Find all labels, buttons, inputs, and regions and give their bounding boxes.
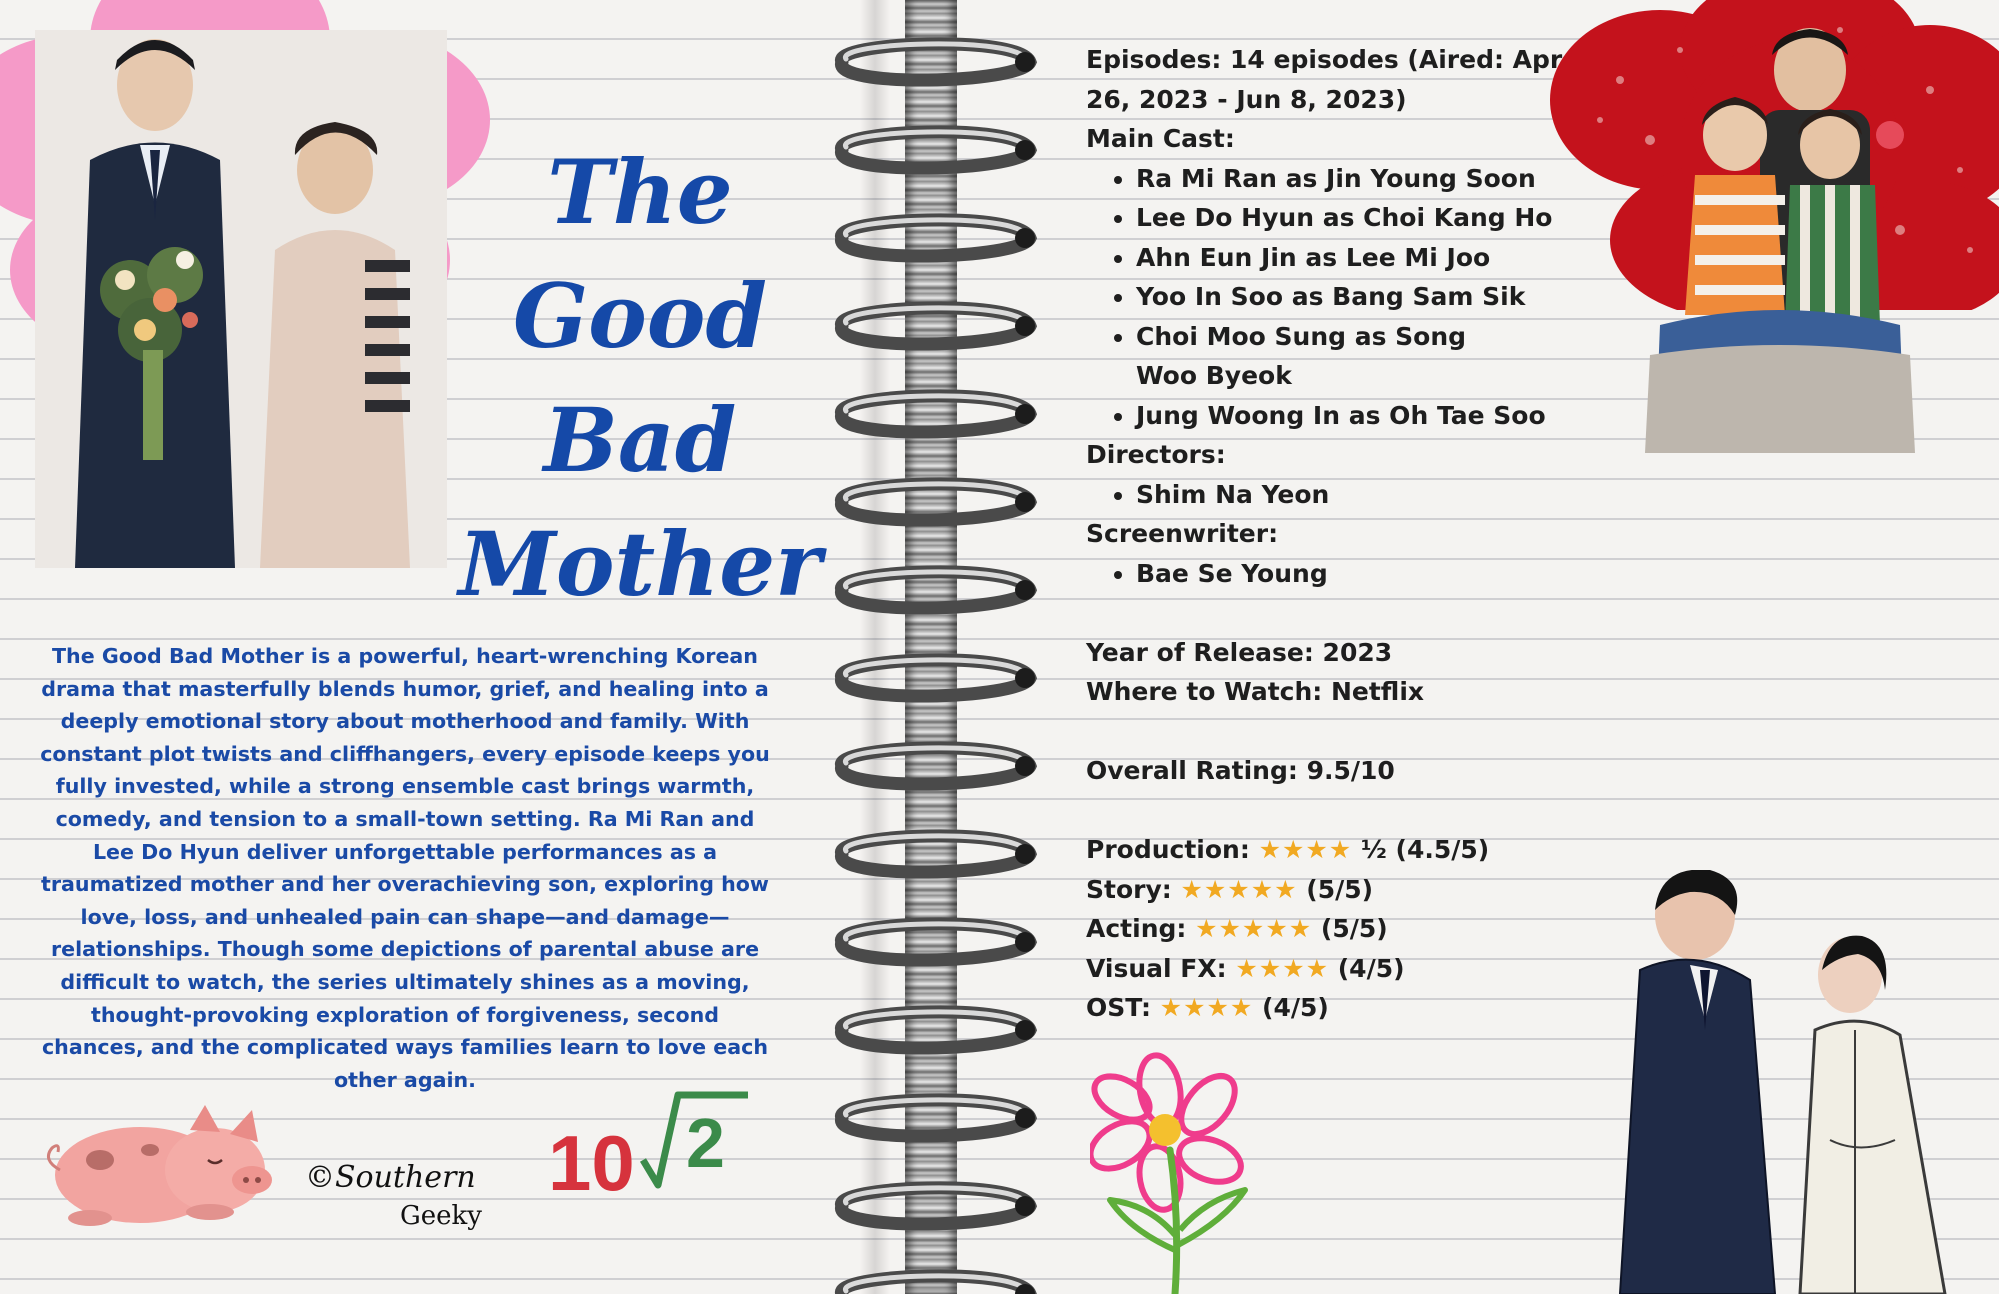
- signature-line-1: ©Southern: [305, 1160, 476, 1195]
- cast-item: • Jung Woong In as Oh Tae Soo: [1136, 396, 1566, 436]
- rating-label: Story:: [1086, 874, 1172, 904]
- rating-half: ½: [1352, 835, 1387, 864]
- cast-photo-mother-son: [35, 30, 447, 568]
- math-base: 10: [548, 1119, 635, 1205]
- directors-list: [1086, 475, 1566, 515]
- binding-hole: [1015, 316, 1035, 336]
- cast-item: • Ahn Eun Jin as Lee Mi Joo: [1136, 238, 1566, 278]
- binding-hole: [1015, 1196, 1035, 1216]
- episodes-line: Episodes: 14 episodes (Aired: Apr 26, 2023 - Jun 8, 2023): [1086, 45, 1563, 114]
- binding-hole: [1015, 1020, 1035, 1040]
- drama-info: [1086, 40, 1566, 1028]
- directors-label: Directors:: [1086, 440, 1226, 469]
- binding-hole: [1015, 1108, 1035, 1128]
- rating-row: [1086, 870, 1566, 910]
- rating-stars: ★★★★★: [1195, 914, 1313, 943]
- year-line: Year of Release: 2023: [1086, 637, 1393, 667]
- drama-title: [430, 130, 850, 626]
- rating-stars: ★★★★★: [1180, 874, 1298, 904]
- where-to-watch-line: Where to Watch: Netflix: [1086, 677, 1425, 706]
- cast-photo-children: [1640, 25, 1915, 453]
- rating-score: (5/5): [1306, 874, 1374, 904]
- screenwriter-item: • Bae Se Young: [1136, 554, 1566, 594]
- rating-score: (4/5): [1262, 993, 1329, 1022]
- title-line-2: Bad: [543, 388, 737, 492]
- cast-item: • Ra Mi Ran as Jin Young Soon: [1136, 159, 1566, 199]
- rating-label: Acting:: [1086, 914, 1187, 943]
- main-cast-label: Main Cast:: [1086, 124, 1235, 153]
- title-line-1: The Good: [512, 140, 768, 368]
- cast-item: • Lee Do Hyun as Choi Kang Ho: [1136, 198, 1566, 238]
- cast-item: • Choi Moo Sung as Song Woo Byeok: [1136, 317, 1516, 396]
- rating-row: [1086, 909, 1566, 949]
- director-item: • Shim Na Yeon: [1136, 475, 1566, 515]
- binding-hole: [1015, 756, 1035, 776]
- pig-illustration: [30, 1100, 290, 1230]
- rating-row: [1086, 949, 1566, 989]
- signature-line-2: Geeky: [400, 1201, 482, 1231]
- binding-hole: [1015, 404, 1035, 424]
- spiral-binding: [820, 0, 1050, 1294]
- rating-label: Production:: [1086, 835, 1250, 864]
- daisy-illustration: [1090, 1050, 1310, 1294]
- review-paragraph: The Good Bad Mother is a powerful, heart-wrenching Korean drama that masterfully blends humor, grief, and healing into a deeply emotional story about motherhood and family. With constant plot twists and cliffhangers, every episode keeps you fully invested, while a strong ensemble cast brings warmth, comedy, and tension to a small-town setting. Ra Mi Ran and Lee Do Hyun deliver unforgettable performances as a traumatized mother and her overachieving son, exploring how love, loss, and unhealed pain can shape—and damage—relationships. Though some depictions of parental abuse are difficult to watch, the series ultimately shines as a moving, thought-provoking exploration of forgiveness, second chances, and the complicated ways families learn to love each other again.: [40, 644, 770, 1092]
- cast-item: • Yoo In Soo as Bang Sam Sik: [1136, 277, 1566, 317]
- binding-hole: [1015, 492, 1035, 512]
- overall-rating-line: Overall Rating: 9.5/10: [1086, 756, 1395, 785]
- binding-hole: [1015, 844, 1035, 864]
- rating-score: (5/5): [1320, 914, 1388, 943]
- math-doodle: [548, 1085, 748, 1205]
- screenwriter-label: Screenwriter:: [1086, 519, 1279, 548]
- rating-score: (4/5): [1337, 953, 1405, 983]
- math-radicand: 2: [686, 1104, 725, 1182]
- binding-hole: [1015, 228, 1035, 248]
- rating-label: OST:: [1086, 993, 1151, 1022]
- ratings-list: [1086, 830, 1566, 1028]
- rating-stars: ★★★★: [1258, 835, 1353, 864]
- binding-hole: [1015, 52, 1035, 72]
- main-cast-list: [1086, 159, 1566, 436]
- screenwriter-list: [1086, 554, 1566, 594]
- couple-illustration: [1600, 870, 1980, 1294]
- binding-hole: [1015, 140, 1035, 160]
- rating-score: (4.5/5): [1395, 835, 1490, 864]
- binding-hole: [1015, 580, 1035, 600]
- title-line-3: Mother: [458, 512, 822, 616]
- rating-row: [1086, 830, 1566, 870]
- binding-hole: [1015, 932, 1035, 952]
- binding-hole: [1015, 668, 1035, 688]
- rating-row: [1086, 988, 1566, 1028]
- signature: [305, 1160, 505, 1231]
- rating-stars: ★★★★: [1159, 993, 1254, 1022]
- rating-stars: ★★★★: [1235, 953, 1330, 983]
- rating-label: Visual FX:: [1086, 953, 1227, 983]
